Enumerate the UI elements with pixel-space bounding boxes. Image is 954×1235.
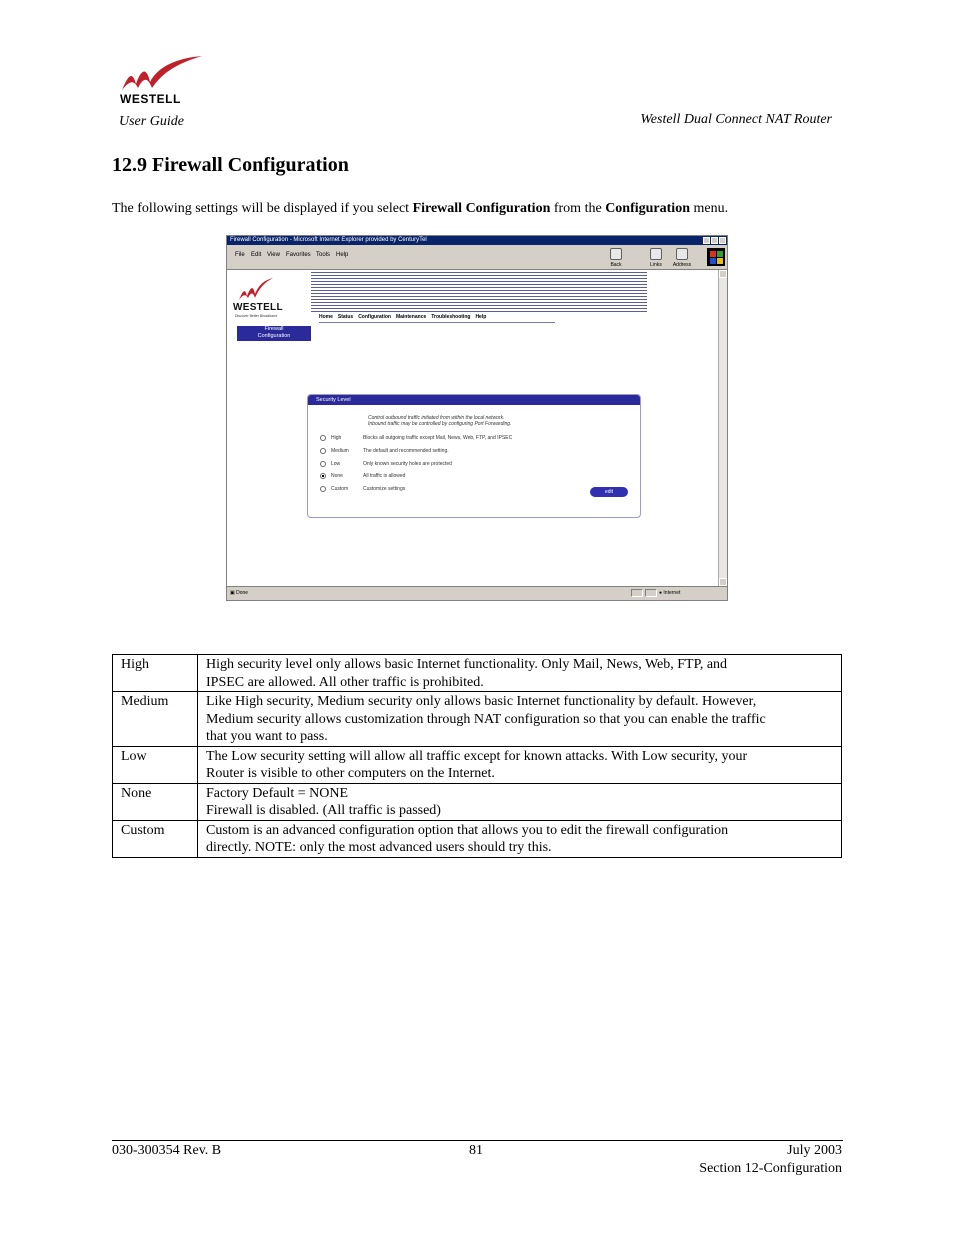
- desc-line: IPSEC are allowed. All other traffic is prohibited.: [206, 674, 484, 690]
- router-nav: [319, 314, 486, 320]
- windows-logo-icon: [707, 248, 725, 266]
- back-arrow-icon: [610, 248, 622, 260]
- security-levels-table: [112, 654, 842, 858]
- nav-maintenance[interactable]: Maintenance: [395, 314, 427, 320]
- menu-favorites[interactable]: Favorites: [286, 252, 311, 258]
- browser-statusbar: [227, 586, 727, 600]
- westell-logo: [118, 54, 202, 108]
- header-left: User Guide: [119, 114, 184, 129]
- desc-line: Custom is an advanced configuration option that allows you to edit the firewall configuration: [206, 822, 729, 838]
- option-label: None: [331, 473, 343, 479]
- intro-bold-configuration: Configuration: [605, 201, 690, 216]
- status-done: ▣ Done: [230, 590, 249, 596]
- westell-swoosh-icon: [118, 54, 202, 94]
- level-description: [198, 783, 842, 820]
- option-label: Medium: [331, 448, 349, 454]
- option-label: Low: [331, 461, 341, 467]
- header-right: Westell Dual Connect NAT Router: [640, 112, 832, 127]
- radio-medium[interactable]: [320, 448, 326, 454]
- close-button[interactable]: [719, 237, 726, 244]
- note-line-1: Control outbound traffic initiated from within the local network.: [368, 415, 505, 421]
- menu-file[interactable]: File: [235, 252, 245, 258]
- menu-help[interactable]: Help: [336, 252, 349, 258]
- panel-title: Security Level: [308, 395, 640, 405]
- minimize-button[interactable]: [703, 237, 710, 244]
- note-line-2: Inbound traffic may be controlled by configuring Port Forwarding.: [368, 421, 512, 427]
- desc-line: High security level only allows basic Internet functionality. Only Mail, News, Web, FTP, and: [206, 657, 728, 672]
- browser-menubar: [227, 245, 727, 270]
- router-wordmark: WESTELL: [233, 302, 283, 313]
- option-low[interactable]: [320, 461, 452, 467]
- panel-note: [368, 415, 511, 427]
- intro-paragraph: [112, 201, 728, 217]
- logo-wordmark: WESTELL: [120, 92, 181, 106]
- router-web-page: [227, 270, 719, 586]
- radio-low[interactable]: [320, 461, 326, 467]
- back-button[interactable]: [605, 248, 627, 268]
- level-term: High: [113, 655, 198, 692]
- footer-doc-number: 030-300354 Rev. B: [112, 1143, 222, 1158]
- table-row: [113, 655, 842, 692]
- section-title: 12.9 Firewall Configuration: [112, 154, 349, 176]
- menu-view[interactable]: View: [267, 252, 280, 258]
- footer-date: July 2003: [787, 1143, 842, 1158]
- router-logo: [233, 278, 313, 322]
- option-none[interactable]: [320, 473, 405, 479]
- option-desc: Only known security holes are protected: [363, 461, 452, 467]
- maximize-button[interactable]: [711, 237, 718, 244]
- option-desc: Customize settings: [363, 486, 406, 492]
- scroll-down-icon[interactable]: [719, 578, 727, 586]
- back-label: Back: [610, 262, 622, 268]
- level-term: None: [113, 783, 198, 820]
- menu-tools[interactable]: Tools: [316, 252, 331, 258]
- option-desc: Blocks all outgoing traffic except Mail, News, Web, FTP, and IPSEC: [363, 435, 513, 441]
- nav-help[interactable]: Help: [475, 314, 487, 320]
- level-description: [198, 655, 842, 692]
- status-done-text: Done: [236, 590, 249, 596]
- footer-page-number: 81: [469, 1143, 483, 1158]
- status-segment: [631, 589, 643, 597]
- option-label: High: [331, 435, 342, 441]
- links-button[interactable]: [645, 248, 667, 268]
- nav-underline: [319, 322, 555, 323]
- table-row: [113, 820, 842, 857]
- status-zone: ● Internet: [659, 590, 681, 596]
- desc-line: Factory Default = NONE: [206, 785, 349, 801]
- option-custom[interactable]: [320, 486, 405, 492]
- table-row: [113, 783, 842, 820]
- footer-rule: [112, 1140, 843, 1141]
- level-term: Low: [113, 746, 198, 783]
- page-crumb: [237, 326, 311, 341]
- level-term: Custom: [113, 820, 198, 857]
- radio-custom[interactable]: [320, 486, 326, 492]
- browser-screenshot: [226, 235, 728, 601]
- desc-line: that you want to pass.: [206, 729, 328, 744]
- option-label: Custom: [331, 486, 349, 492]
- address-button[interactable]: [671, 248, 693, 268]
- router-tagline: Discover Better Broadband: [235, 314, 278, 318]
- desc-line: The Low security setting will allow all traffic except for known attacks. With Low security, your: [206, 748, 748, 764]
- nav-configuration[interactable]: Configuration: [358, 314, 391, 320]
- address-icon: [676, 248, 688, 260]
- window-titlebar: [227, 236, 727, 245]
- level-term: Medium: [113, 692, 198, 747]
- radio-none[interactable]: [320, 473, 326, 479]
- table-row: [113, 746, 842, 783]
- level-description: [198, 692, 842, 747]
- intro-text-2: from the: [550, 201, 606, 216]
- desc-line: directly. NOTE: only the most advanced users should try this.: [206, 840, 552, 855]
- nav-status[interactable]: Status: [337, 314, 354, 320]
- desc-line: Medium security allows customization through NAT configuration so that you can enable the traffic: [206, 711, 766, 727]
- desc-line: Router is visible to other computers on the Internet.: [206, 766, 495, 781]
- level-description: [198, 820, 842, 857]
- intro-bold-firewall: Firewall Configuration: [412, 201, 551, 216]
- vertical-scrollbar[interactable]: [718, 270, 727, 586]
- desc-line: Like High security, Medium security only allows basic Internet functionality by default. However,: [206, 694, 757, 709]
- crumb-line-2: Configuration: [257, 333, 291, 339]
- option-medium[interactable]: [320, 448, 449, 454]
- edit-button[interactable]: edit: [590, 487, 628, 497]
- router-swoosh-icon: [233, 278, 273, 302]
- table-row: [113, 692, 842, 747]
- header-stripes: [311, 272, 647, 314]
- menu-edit[interactable]: Edit: [251, 252, 262, 258]
- option-desc: The default and recommended setting.: [363, 448, 449, 454]
- option-desc: All traffic is allowed: [363, 473, 406, 479]
- nav-home[interactable]: Home: [319, 314, 333, 320]
- footer-section: Section 12-Configuration: [699, 1161, 842, 1176]
- level-description: [198, 746, 842, 783]
- links-label: Links: [650, 262, 662, 268]
- links-icon: [650, 248, 662, 260]
- desc-line: Firewall is disabled. (All traffic is passed): [206, 803, 441, 818]
- intro-text-1: The following settings will be displayed if you select: [112, 201, 413, 216]
- option-high[interactable]: [320, 435, 512, 441]
- crumb-line-1: Firewall: [264, 326, 284, 332]
- intro-text-3: menu.: [689, 201, 729, 216]
- security-level-panel: [307, 394, 641, 518]
- nav-troubleshooting[interactable]: Troubleshooting: [431, 314, 471, 320]
- address-label: Address: [672, 262, 692, 268]
- status-zone-text: Internet: [663, 590, 681, 596]
- status-segment: [645, 589, 657, 597]
- scroll-up-icon[interactable]: [719, 270, 727, 278]
- window-title: Firewall Configuration - Microsoft Internet Explorer provided by CenturyTel: [230, 237, 427, 243]
- radio-high[interactable]: [320, 435, 326, 441]
